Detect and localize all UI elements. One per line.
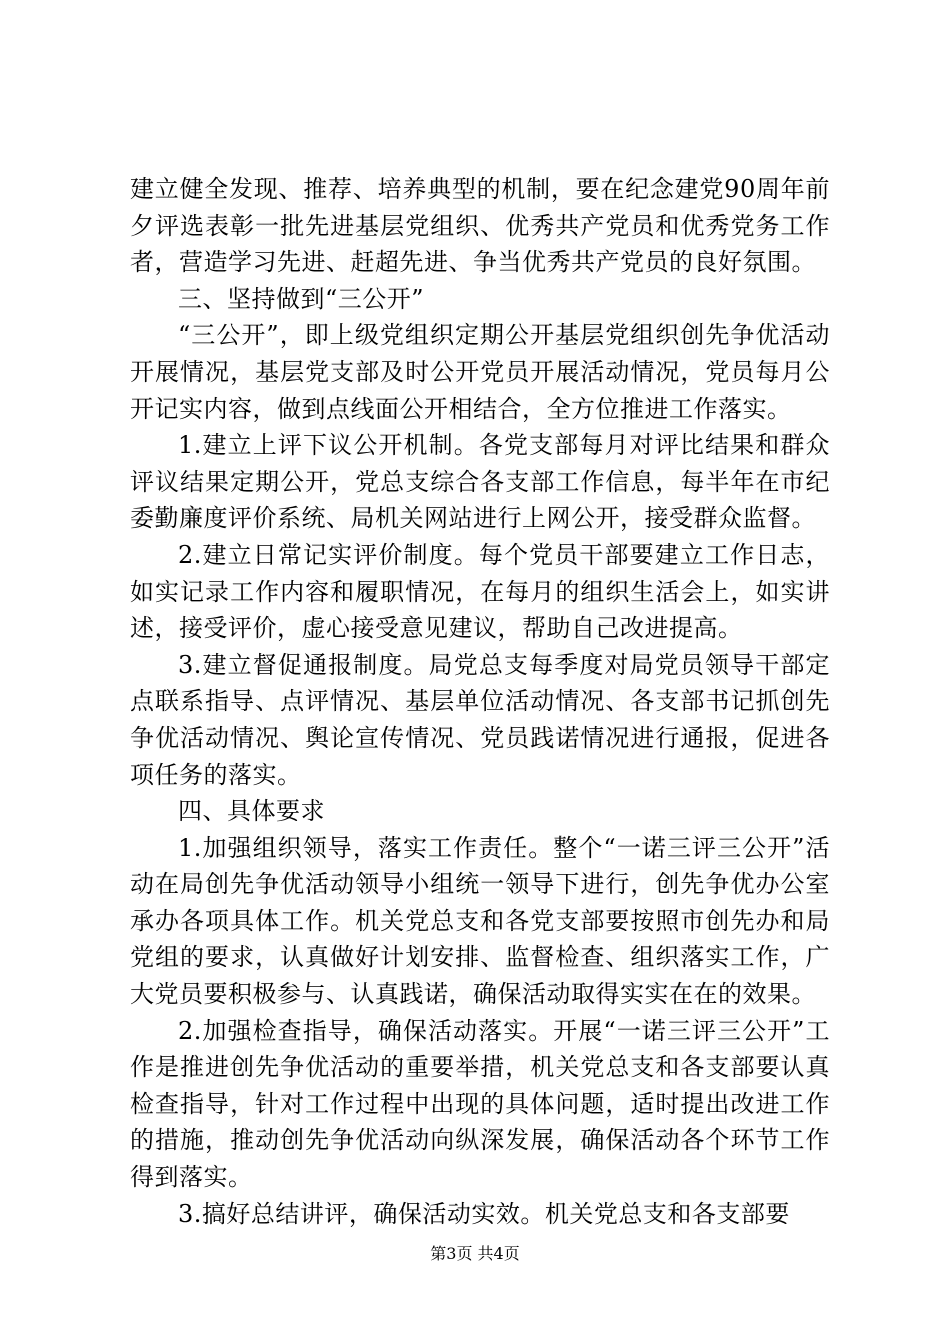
paragraph-1: 建立健全发现、推荐、培养典型的机制，要在纪念建党90周年前夕评选表彰一批先进基层党组织、优秀共产党员和优秀党务工作者，营造学习先进、赶超先进、争当优秀共产党员的良好氛围。	[130, 175, 830, 277]
paragraph-3: 1.建立上评下议公开机制。各党支部每月对评比结果和群众评议结果定期公开，党总支综合各支部工作信息，每半年在市纪委勤廉度评价系统、局机关网站进行上网公开，接受群众监督。	[130, 431, 830, 533]
paragraph-8: 3.搞好总结讲评，确保活动实效。机关党总支和各支部要	[178, 1199, 790, 1228]
paragraph-6: 1.加强组织领导，落实工作责任。整个“一诺三评三公开”活动在局创先争优活动领导小组统一领导下进行，创先争优办公室承办各项具体工作。机关党总支和各党支部要按照市创先办和局党组的要求，认真做好计划安排、监督检查、组织落实工作，广大党员要积极参与、认真践诺，确保活动取得实实在在的效果。	[130, 833, 830, 1009]
paragraph-4: 2.建立日常记实评价制度。每个党员干部要建立工作日志，如实记录工作内容和履职情况，在每月的组织生活会上，如实讲述，接受评价，虚心接受意见建议，帮助自己改进提高。	[130, 540, 830, 643]
paragraph-5: 3.建立督促通报制度。局党总支每季度对局党员领导干部定点联系指导、点评情况、基层单位活动情况、各支部书记抓创先争优活动情况、舆论宣传情况、党员践诺情况进行通报，促进各项任务的落实。	[130, 650, 830, 789]
paragraph-7: 2.加强检查指导，确保活动落实。开展“一诺三评三公开”工作是推进创先争优活动的重要举措，机关党总支和各支部要认真检查指导，针对工作过程中出现的具体问题，适时提出改进工作的措施，推动创先争优活动向纵深发展，确保活动各个环节工作得到落实。	[130, 1016, 830, 1192]
section-heading-3: 三、坚持做到“三公开”	[178, 284, 425, 313]
paragraph-2: “三公开”，即上级党组织定期公开基层党组织创先争优活动开展情况，基层党支部及时公开党员开展活动情况，党员每月公开记实内容，做到点线面公开相结合，全方位推进工作落实。	[130, 321, 830, 423]
section-heading-4: 四、具体要求	[178, 797, 325, 826]
page-number-footer: 第3页 共4页	[430, 1244, 520, 1263]
document-body	[130, 171, 830, 1232]
